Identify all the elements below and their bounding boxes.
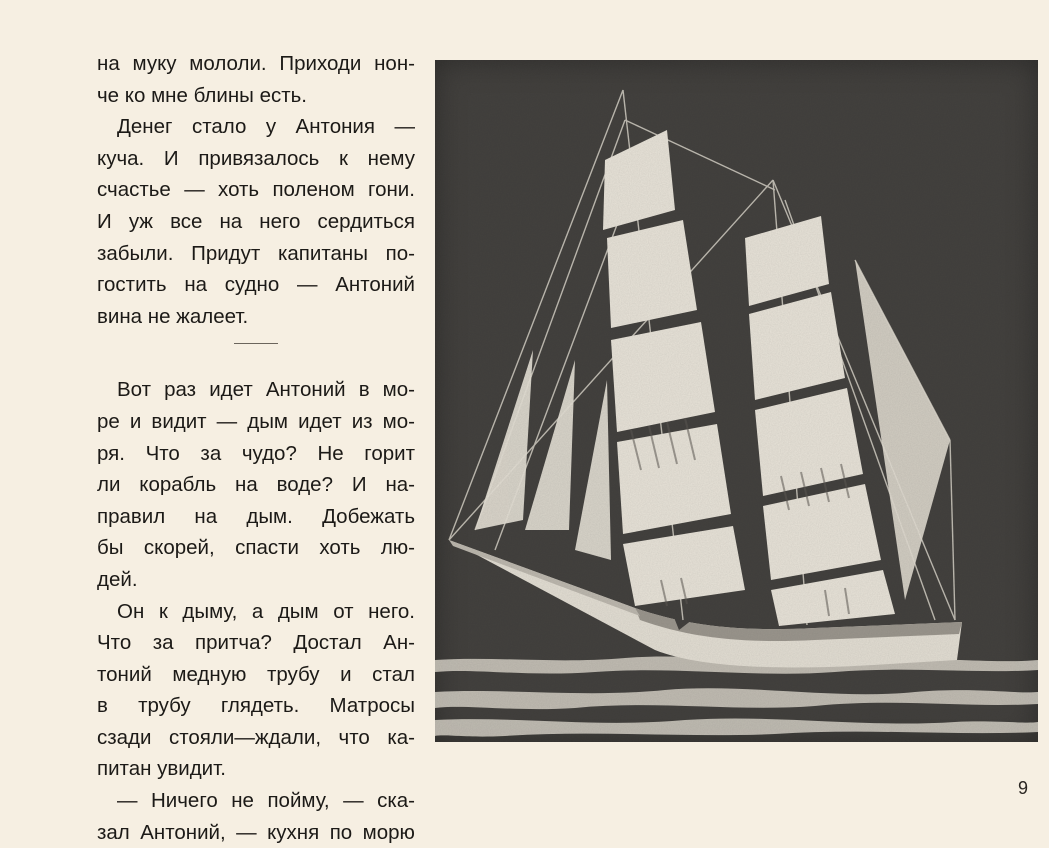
text-line: дей. <box>97 567 138 591</box>
paragraph-3 <box>97 374 415 595</box>
text-line: зал Антоний, — кухня по морю <box>97 820 415 844</box>
text-line: тоний медную трубу и стал <box>97 662 415 686</box>
text-line: Он к дыму, а дым от него. <box>117 599 415 623</box>
paragraph-2 <box>97 111 415 332</box>
text-line: вина не жалеет. <box>97 304 249 328</box>
text-line: Вот раз идет Антоний в мо- <box>117 378 415 402</box>
text-line: на муку мололи. Приходи нон- <box>97 52 415 75</box>
text-line: в трубу глядеть. Матросы <box>97 694 415 718</box>
text-line: И уж все на него сердиться <box>97 209 415 233</box>
page-number: 9 <box>1018 778 1029 798</box>
text-line: Что за притча? Достал Ан- <box>97 631 415 655</box>
story-text <box>97 48 415 848</box>
text-line: сзади стояли—ждали, что ка- <box>97 725 415 749</box>
paragraph-5 <box>97 785 415 848</box>
text-line: — Ничего не пойму, — ска- <box>117 789 415 813</box>
text-line: ли корабль на воде? И на- <box>97 473 415 497</box>
paragraph-1 <box>97 48 415 111</box>
text-line: гостить на судно — Антоний <box>97 273 415 297</box>
text-line: правил на дым. Добежать <box>97 504 415 528</box>
ship-engraving <box>435 60 1038 742</box>
section-divider <box>234 343 278 344</box>
text-line: куча. И привязалось к нему <box>97 146 415 170</box>
text-line: ря. Что за чудо? Не горит <box>97 441 415 465</box>
text-line: питан увидит. <box>97 757 226 781</box>
paragraph-4 <box>97 596 415 786</box>
text-line: че ко мне блины есть. <box>97 83 307 107</box>
text-line: ре и видит — дым идет из мо- <box>97 409 415 433</box>
text-line: забыли. Придут капитаны по- <box>97 241 415 265</box>
text-line: бы скорей, спасти хоть лю- <box>97 536 415 560</box>
sailing-ship-illustration <box>435 60 1038 742</box>
text-line: Денег стало у Антония — <box>117 115 415 139</box>
text-line: счастье — хоть поленом гони. <box>97 178 415 202</box>
